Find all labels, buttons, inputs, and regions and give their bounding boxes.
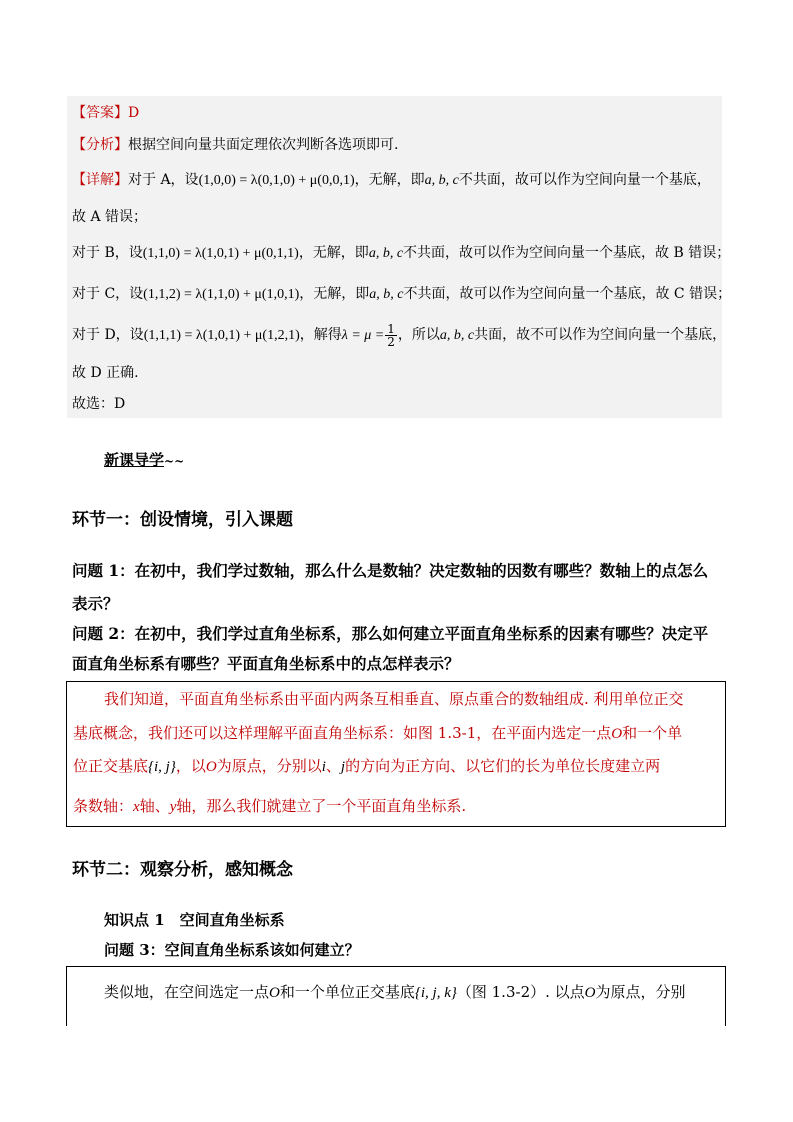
- origin-o-label: O: [205, 759, 217, 775]
- section-title-text: 新课导学: [104, 451, 165, 469]
- detail-line-d: [72, 322, 726, 349]
- detail-a1: 对于 A，设: [128, 172, 199, 188]
- c3: 不共面，故可以作为空间向量一个基底，故 C 错误；: [403, 286, 732, 302]
- d3: ，所以: [397, 327, 440, 343]
- answer-tag: 【答案】: [72, 105, 128, 121]
- d5: 故 D 正确.: [72, 365, 139, 381]
- c-equation: (1,1,2) = λ(1,1,0) + μ(1,0,1): [143, 287, 300, 302]
- red-box-l4b: 轴、: [139, 797, 170, 815]
- planar-coordinate-box: [66, 681, 726, 827]
- d-fraction-num: 1: [387, 321, 395, 336]
- knowledge-point-title: 知识点 1 空间直角坐标系: [104, 911, 285, 929]
- black-box-a: 类似地，在空间选定一点: [104, 983, 270, 1001]
- detail-line-b: [72, 243, 730, 264]
- section-one-heading: 环节一：创设情境，引入课题: [72, 510, 293, 530]
- red-box-line-4: [73, 795, 466, 816]
- red-box-l3a: 位正交基底: [73, 757, 149, 775]
- black-box-d: 为原点，分别: [595, 983, 686, 1001]
- section-two-heading: 环节二：观察分析，感知概念: [72, 860, 293, 880]
- red-box-l3c: 为原点，分别以: [216, 757, 322, 775]
- detail-line-c: [72, 284, 731, 305]
- black-box-origin-o: O: [584, 985, 596, 1001]
- detail-a3: 不共面，故可以作为空间向量一个基底，: [458, 172, 711, 188]
- b2: ，无解，即: [298, 245, 369, 261]
- analysis-tag: 【分析】: [72, 137, 128, 153]
- wavy-underline-decoration: ~~: [164, 454, 185, 468]
- detail-line-a-cont: [72, 207, 147, 227]
- detail-line-d-cont: [72, 363, 139, 383]
- point-o-label: O: [611, 726, 623, 742]
- red-box-line-2: [73, 722, 682, 743]
- d2: ，解得: [299, 327, 342, 343]
- red-box-l4c: 轴，那么我们就建立了一个平面直角坐标系.: [176, 797, 467, 815]
- d-lambda-mu: λ = μ =: [341, 328, 385, 343]
- basis-ij: {i, j}: [148, 759, 176, 775]
- red-box-l3b: ，以: [175, 757, 206, 775]
- b1: 对于 B，设: [72, 245, 143, 261]
- black-box-c: （图 1.3-2）. 以点: [456, 983, 585, 1001]
- answer-line: [72, 103, 139, 123]
- answer-value: D: [128, 105, 140, 121]
- d-fraction: [385, 323, 397, 348]
- question-2-line-2: 面直角坐标系有哪些？平面直角坐标系中的点怎样表示？: [72, 654, 460, 673]
- red-box-line-1: 我们知道，平面直角坐标系由平面内两条互相垂直、原点重合的数轴组成. 利用单位正交: [104, 690, 684, 708]
- detail-tag: 【详解】: [72, 172, 128, 188]
- detail-a4: 故 A 错误；: [72, 209, 148, 225]
- b3: 不共面，故可以作为空间向量一个基底，故 B 错误；: [403, 245, 731, 261]
- d-fraction-den: 2: [387, 334, 395, 349]
- black-box-point-o: O: [269, 985, 280, 1001]
- b-equation: (1,1,0) = λ(1,0,1) + μ(0,1,1): [142, 246, 299, 261]
- y-axis-label: y: [169, 799, 177, 815]
- vector-i: i: [321, 759, 326, 775]
- c1: 对于 C，设: [72, 286, 144, 302]
- question-1-line-1: 问题 1：在初中，我们学过数轴，那么什么是数轴？决定数轴的因数有哪些？数轴上的点怎么: [72, 561, 709, 580]
- black-box-b: 和一个单位正交基底: [279, 983, 415, 1001]
- question-2-line-1: 问题 2：在初中，我们学过直角坐标系，那么如何建立平面直角坐标系的因素有哪些？决定平: [72, 624, 709, 643]
- section-title: [104, 449, 184, 470]
- detail-a-equation: (1,0,0) = λ(0,1,0) + μ(0,0,1): [198, 173, 355, 188]
- question-1-line-2: 表示？: [72, 594, 119, 613]
- choice-line: [72, 394, 125, 414]
- analysis-line: [72, 135, 398, 155]
- d1: 对于 D，设: [72, 327, 144, 343]
- vectors-abc-c: a, b, c: [369, 287, 404, 302]
- x-axis-label: x: [133, 799, 140, 815]
- red-box-l4a: 条数轴：: [73, 797, 134, 815]
- final-choice: 故选：D: [72, 396, 126, 412]
- red-box-l3d: 、: [325, 757, 341, 775]
- vectors-abc-b: a, b, c: [368, 246, 404, 261]
- d-equation: (1,1,1) = λ(1,0,1) + μ(1,2,1): [143, 328, 300, 343]
- vectors-abc-a: a, b, c: [424, 173, 459, 188]
- black-box-line-1: [104, 981, 686, 1002]
- red-box-l2b: 和一个单: [622, 724, 683, 742]
- detail-a2: ，无解，即: [354, 172, 425, 188]
- red-box-line-3: [73, 755, 660, 776]
- basis-ijk: {i, j, k}: [414, 985, 457, 1001]
- detail-line-a: [72, 170, 711, 191]
- red-box-l3e: 的方向为正方向、以它们的长为单位长度建立两: [345, 757, 661, 775]
- d4: 共面，故不可以作为空间向量一个基底，: [474, 327, 727, 343]
- analysis-text: 根据空间向量共面定理依次判断各选项即可.: [128, 137, 399, 153]
- vector-j: j: [340, 759, 346, 775]
- spatial-coordinate-box: [66, 966, 726, 1026]
- question-3: 问题 3：空间直角坐标系该如何建立？: [104, 941, 360, 959]
- vectors-abc-d: a, b, c: [439, 328, 475, 343]
- c2: ，无解，即: [299, 286, 370, 302]
- red-box-l2a: 基底概念，我们还可以这样理解平面直角坐标系：如图 1.3-1，在平面内选定一点: [73, 724, 612, 742]
